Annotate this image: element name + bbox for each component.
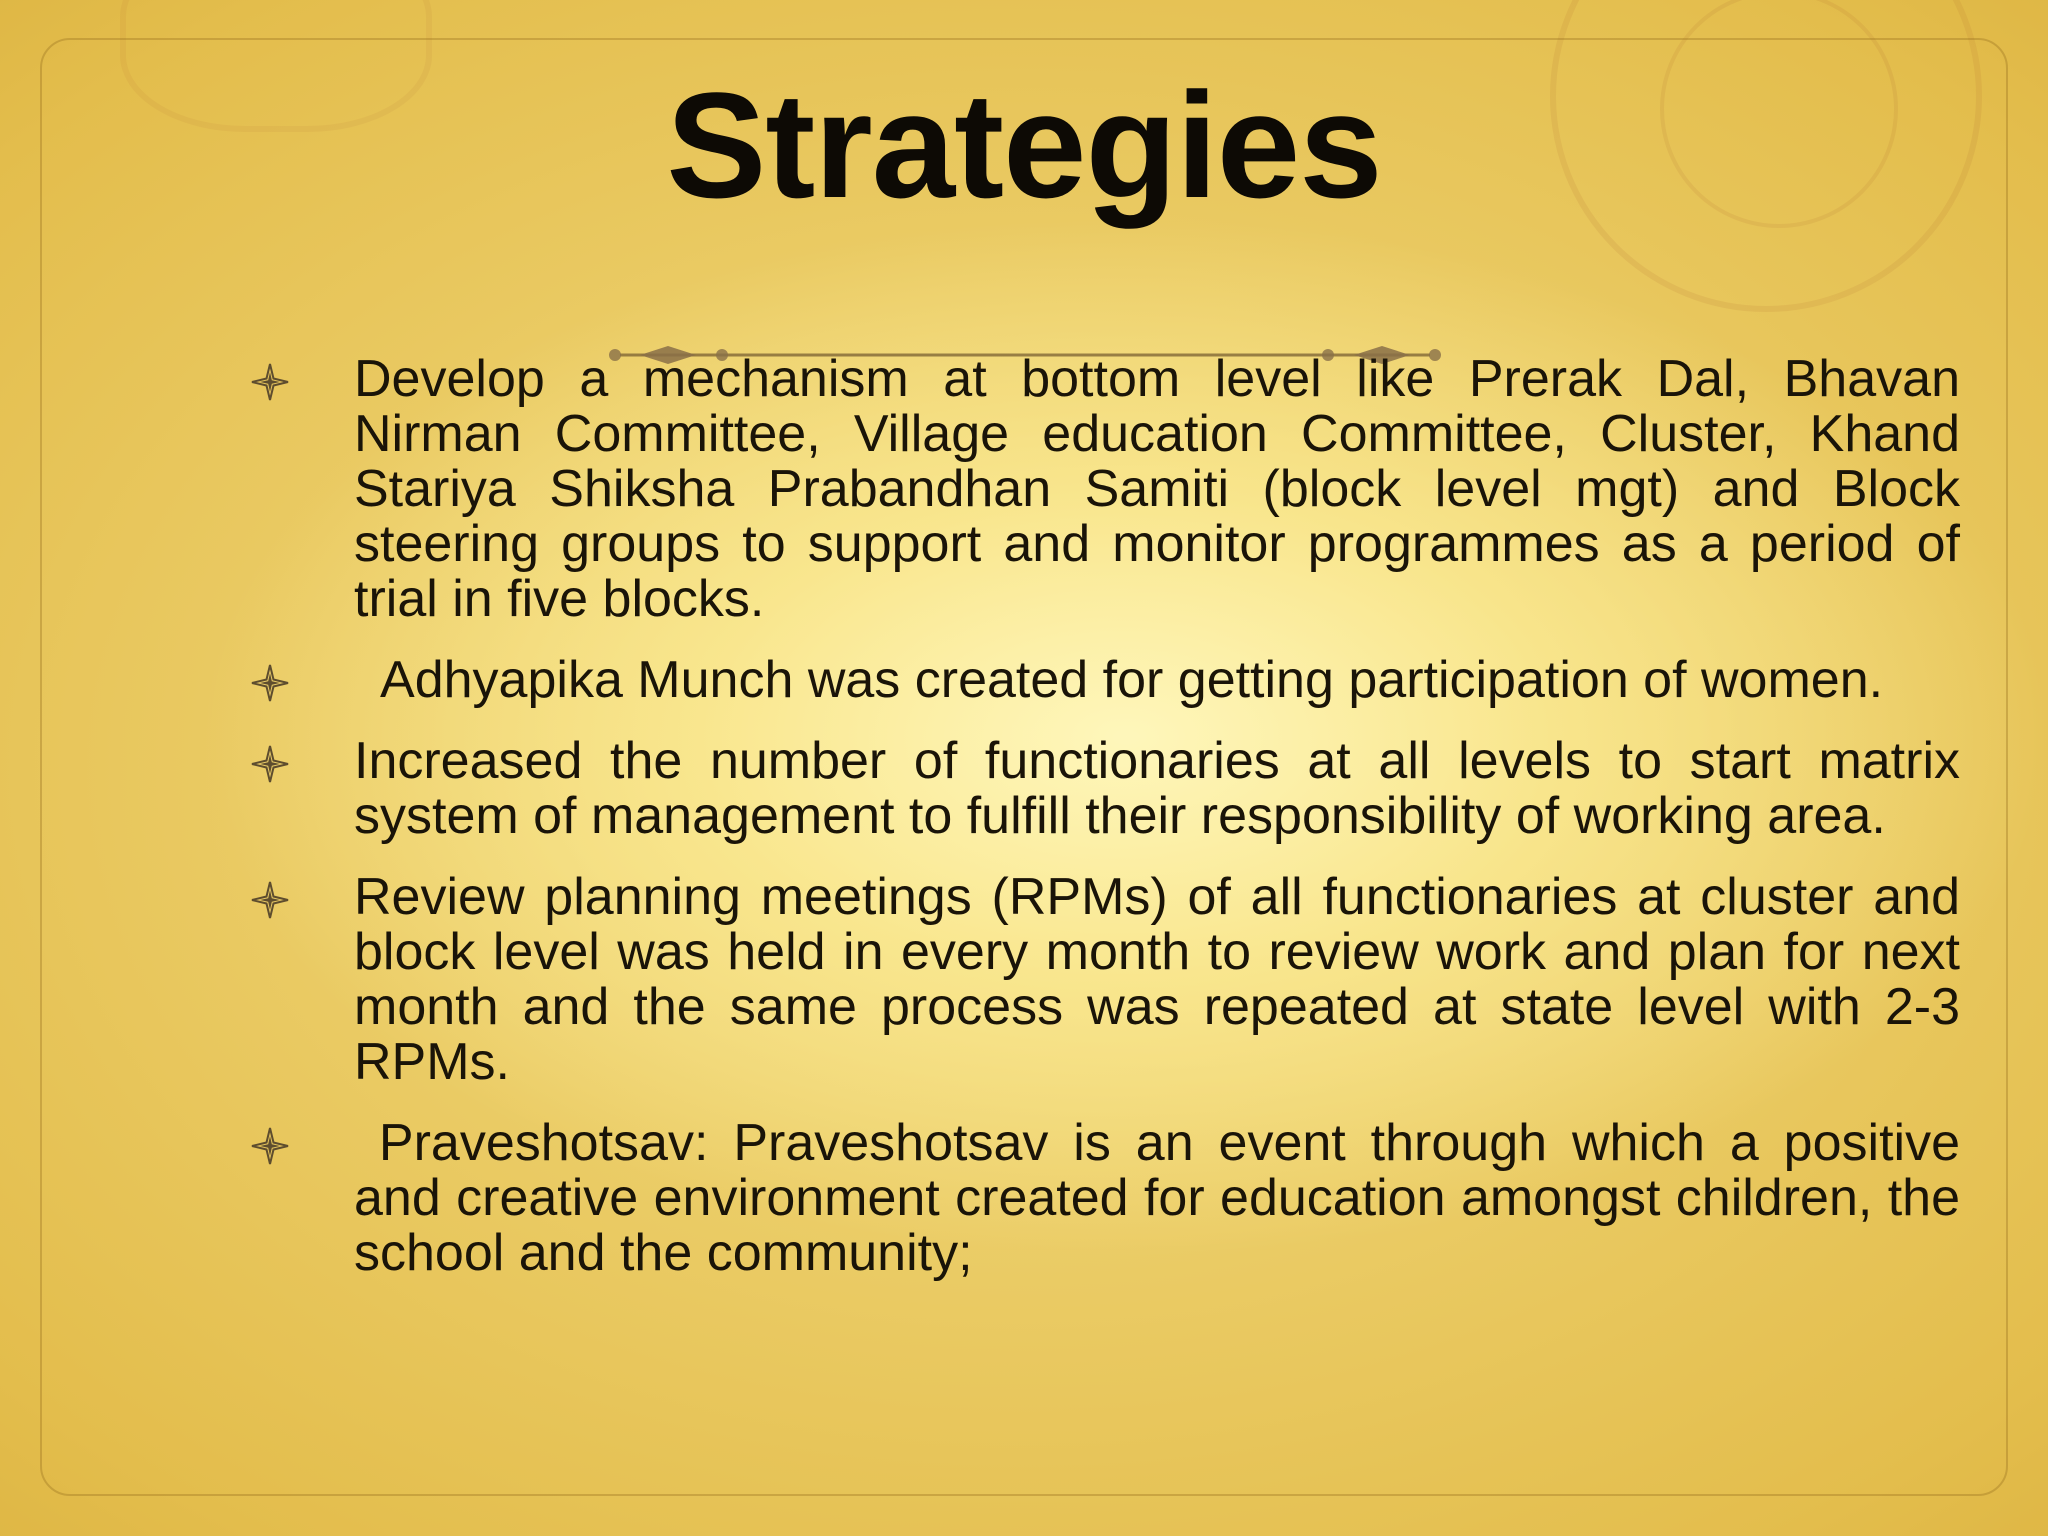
bullet-text: Develop a mechanism at bottom level like Prerak Dal, Bhavan Nirman Committee, Village education Committee, Cluster, Khand Stariya Shiksha Prabandhan Samiti (block level mgt) and Block steering groups to support and monitor programmes as a period of trial in five blocks. (354, 350, 1960, 628)
four-point-star-icon (250, 744, 290, 784)
bullet-item (250, 870, 1960, 1090)
four-point-star-icon (250, 663, 290, 703)
bullet-text: Review planning meetings (RPMs) of all functionaries at cluster and block level was held in every month to review work and plan for next month and the same process was repeated at state level with 2-3 RPMs. (354, 868, 1960, 1091)
four-point-star-icon (250, 1126, 290, 1166)
slide-title: Strategies (666, 61, 1382, 229)
bullet-text: Adhyapika Munch was created for getting participation of women. (354, 651, 1884, 709)
bullet-item (250, 1116, 1960, 1281)
bullet-item (250, 734, 1960, 844)
bullet-item (250, 653, 1960, 708)
bullet-list (250, 352, 1960, 1307)
bullet-item (250, 352, 1960, 627)
bullet-text: Increased the number of functionaries at all levels to start matrix system of management to fulfill their responsibility of working area. (354, 732, 1960, 845)
four-point-star-icon (250, 362, 290, 402)
bullet-text: Praveshotsav: Praveshotsav is an event through which a positive and creative environment created for education amongst children, the school and the community; (354, 1114, 1960, 1282)
four-point-star-icon (250, 880, 290, 920)
